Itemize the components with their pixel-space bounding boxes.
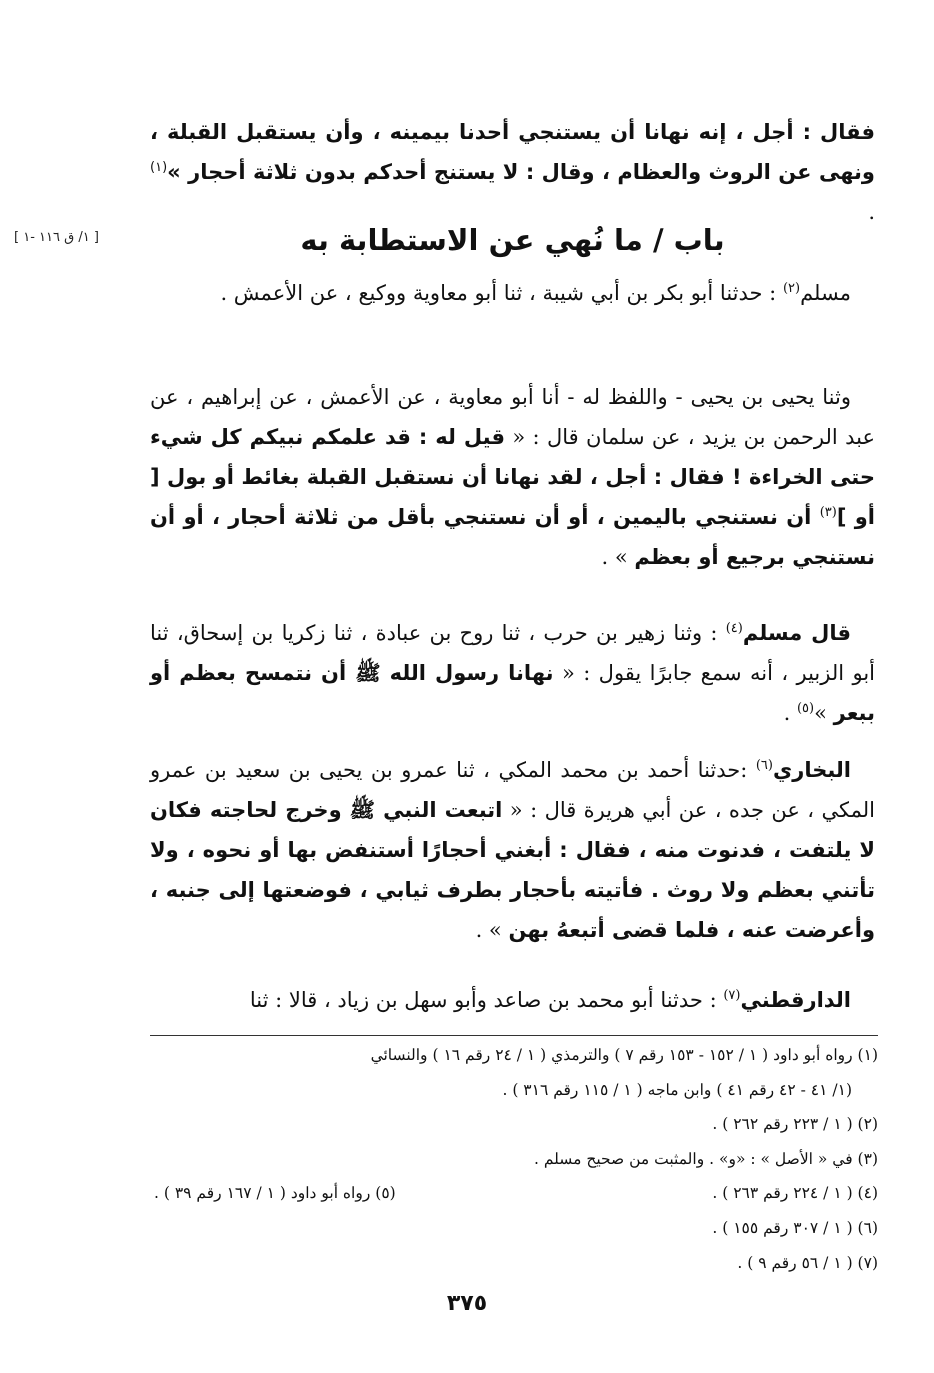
hadith-matn: اتبعت النبي ﷺ وخرج لحاجته فكان لا يلتفت ، فدنوت منه ، فقال : أبغني أحجارًا أستنفض بها أو نحوه ، ولا تأتني بعظم ولا روث . فأتيته بأحجار بطرف ثيابي ، فوضعتها إلى جنبه ، وأعرضت عنه ، فلما قضى أتبعهُ بهن <box>150 798 875 942</box>
sentence-end: . <box>868 200 875 224</box>
hadith-matn-part-2: أن نستنجي باليمين ، أو أن نستنجي بأقل من ثلاثة أحجار ، أو أن نستنجي برجيع أو بعظم <box>150 505 875 569</box>
footnote-ref-2: (٢) <box>782 281 801 296</box>
footnote-3: (٣) في « الأصل » : «و» . والمثبت من صحيح مسلم . <box>533 1149 878 1168</box>
paragraph-bukhari-hadith <box>150 750 875 950</box>
footnote-1: (١) رواه أبو داود ( ١ / ١٥٢ - ١٥٣ رقم ٧ ) والترمذي ( ١ / ٢٤ رقم ١٦ ) والنسائي <box>370 1046 878 1064</box>
footnote-5: (٥) رواه أبو داود ( ١ / ١٦٧ رقم ٣٩ ) . <box>154 1184 396 1203</box>
hadith-paragraph <box>150 613 875 733</box>
hadith-matn-part-1: قيل له : قد علمكم نبيكم كل شيء حتى الخراءة ! فقال : أجل ، لقد نهانا أن نستقبل القبلة بغائط أو بول [ أو ] <box>150 425 875 529</box>
footnote-ref-4: (٤) <box>725 621 743 636</box>
sentence-end: » . <box>475 918 509 942</box>
page-number: ٣٧٥ <box>446 1291 488 1316</box>
footnote-7: (٧) ( ١ / ٥٦ رقم ٩ ) . <box>737 1253 878 1272</box>
source-label-muslim: مسلم <box>800 281 851 305</box>
sentence-end: . <box>783 701 797 725</box>
sentence-end: » . <box>601 545 635 569</box>
isnad-chain: :حدثنا أحمد بن محمد المكي ، ثنا عمرو بن يحيى بن سعيد بن عمرو المكي ، عن جده ، عن أبي هريرة قال : « <box>150 758 875 822</box>
isnad-chain: وثنا يحيى بن يحيى - واللفظ له - أنا أبو معاوية ، عن الأعمش ، عن إبراهيم ، عن عبد الرحمن بن يزيد ، عن سلمان قال : « <box>150 385 876 449</box>
hadith-continuation-text: فقال : أجل ، إنه نهانا أن يستنجي أحدنا بيمينه ، وأن يستقبل القبلة ، ونهى عن الروث والعظام ، وقال : لا يستنج أحدكم بدون ثلاثة أحجار » <box>150 120 875 184</box>
paragraph-jabir-hadith <box>150 613 875 733</box>
footnotes-section <box>150 1038 878 1280</box>
footnote-ref-6: (٦) <box>755 758 773 773</box>
footnote-1-continuation: (١/ ٤١ - ٤٢ رقم ٤١ ) وابن ماجه ( ١ / ١١٥ رقم ٣١٦ ) . <box>502 1080 852 1099</box>
footnote-4: (٤) ( ١ / ٢٢٤ رقم ٢٦٣ ) . <box>712 1184 878 1203</box>
hadith-paragraph <box>150 377 875 577</box>
source-label-qala-muslim: قال مسلم <box>742 621 851 645</box>
hadith-paragraph <box>150 750 875 950</box>
footnote-6: (٦) ( ١ / ٣٠٧ رقم ١٥٥ ) . <box>712 1218 878 1237</box>
footnote-separator <box>150 1035 878 1036</box>
paragraph-daraqutni-isnad <box>150 980 875 1020</box>
isnad-chain: : حدثنا أبو محمد بن صاعد وأبو سهل بن زياد ، قالا : ثنا <box>249 988 724 1012</box>
quote-close: » <box>814 701 834 725</box>
paragraph-salman-hadith <box>150 377 875 577</box>
isnad-chain: : حدثنا أبو بكر بن أبي شيبة ، ثنا أبو معاوية ووكيع ، عن الأعمش . <box>220 281 783 305</box>
paragraph-muslim-isnad <box>150 273 875 313</box>
footnote-ref-3: (٣) <box>819 505 837 520</box>
source-label-daraqutni: الدارقطني <box>740 988 851 1012</box>
isnad-paragraph <box>150 980 875 1020</box>
chapter-heading: باب / ما نُهي عن الاستطابة به <box>300 223 725 257</box>
manuscript-folio-reference: [ ١/ ق ١١٦ -١ ] <box>14 230 99 245</box>
footnote-ref-1: (١) <box>150 160 168 175</box>
hadith-text <box>150 112 875 232</box>
footnote-row-4-5 <box>150 1176 878 1211</box>
footnote-ref-5: (٥) <box>796 701 815 716</box>
isnad-text <box>150 273 875 313</box>
footnote-ref-7: (٧) <box>723 988 741 1003</box>
paragraph-continuation <box>150 112 875 232</box>
hadith-matn: نهانا رسول الله ﷺ أن نتمسح بعظم أو ببعر <box>150 661 875 725</box>
footnote-2: (٢) ( ١ / ٢٢٣ رقم ٢٦٢ ) . <box>712 1115 878 1134</box>
source-label-bukhari: البخاري <box>772 758 851 782</box>
isnad-chain: : وثنا زهير بن حرب ، ثنا روح بن عبادة ، ثنا زكريا بن إسحاق، ثنا أبو الزبير ، أنه سمع جابرًا يقول : « <box>150 621 876 685</box>
